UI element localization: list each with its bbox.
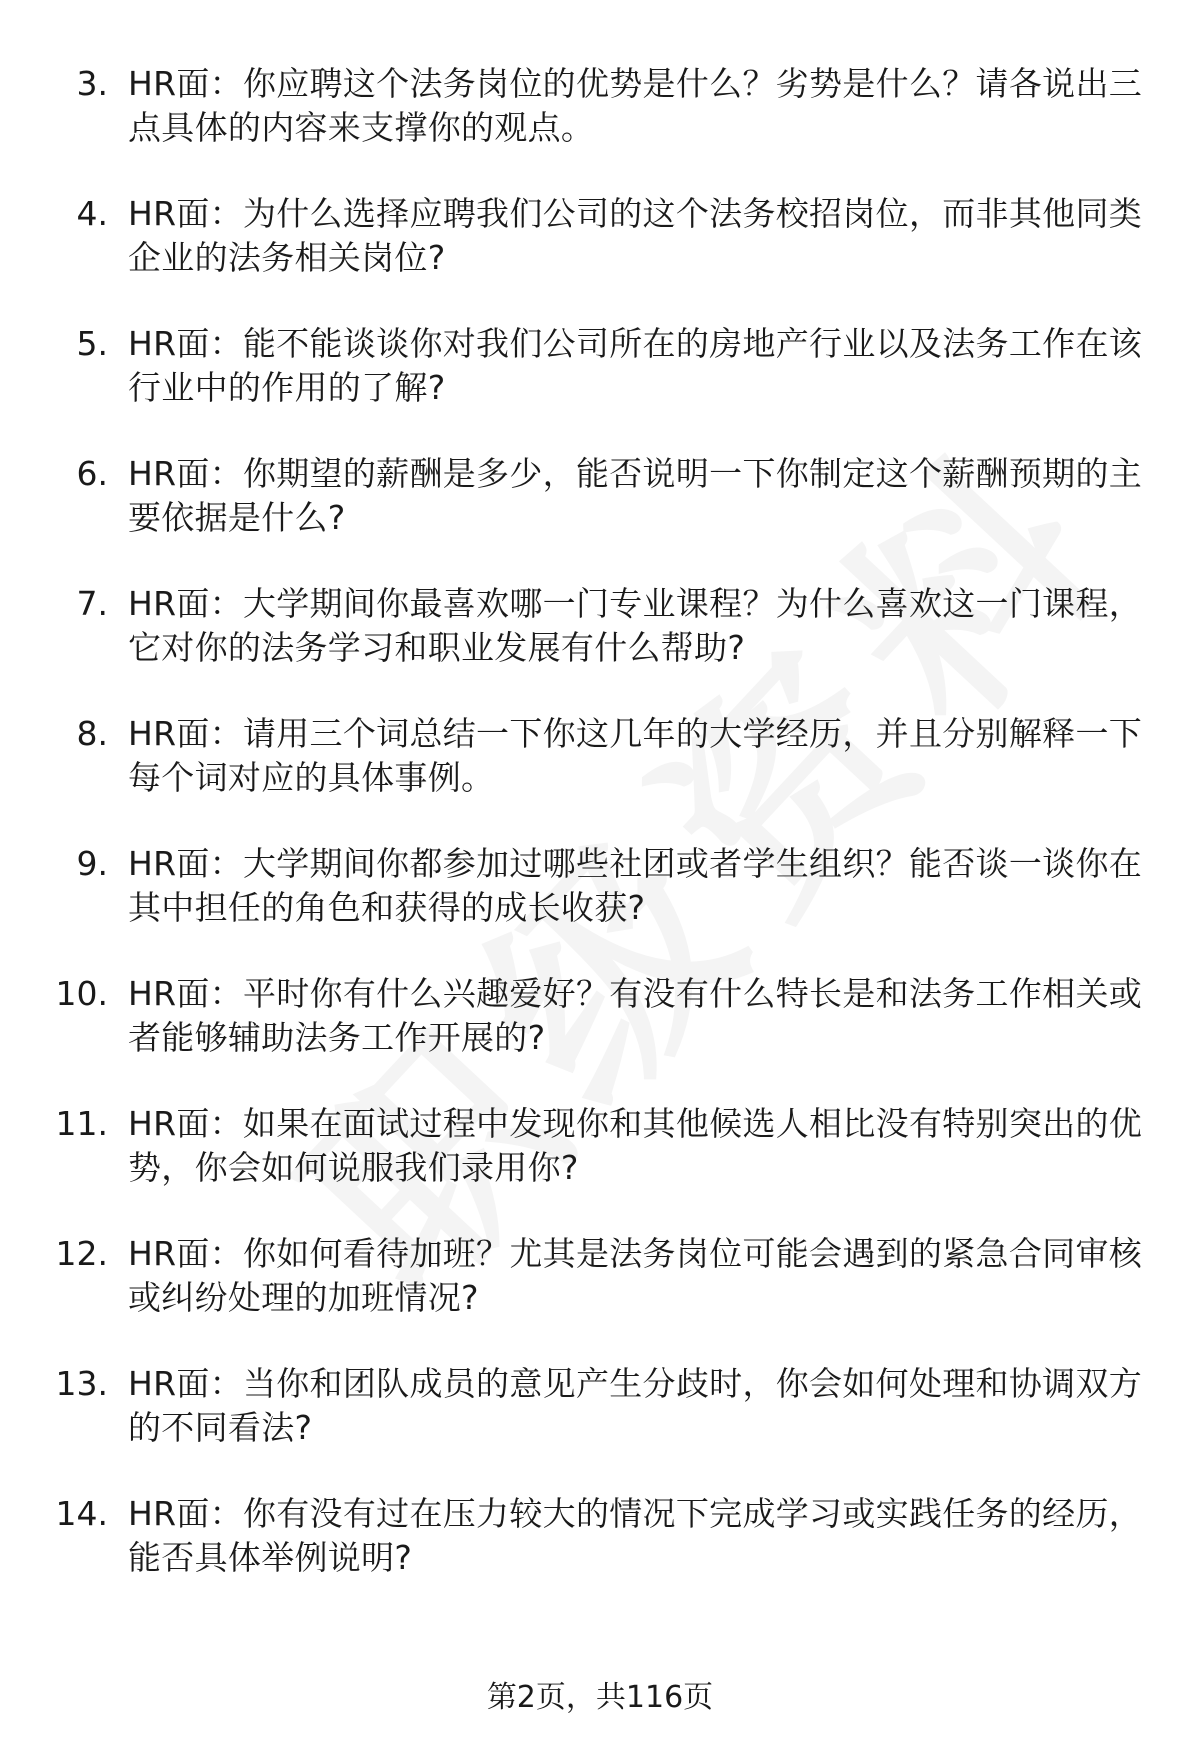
question-number: 5. [76,324,108,363]
question-text: HR面：请用三个词总结一下你这几年的大学经历，并且分别解释一下每个词对应的具体事例。 [128,714,1143,797]
question-text: HR面：大学期间你都参加过哪些社团或者学生组织？能否谈一谈你在其中担任的角色和获得的成长收获? [128,844,1143,927]
question-number: 4. [76,194,108,233]
question-item [0,972,1200,1102]
question-text: HR面：能不能谈谈你对我们公司所在的房地产行业以及法务工作在该行业中的作用的了解? [128,324,1143,407]
question-number: 13. [55,1364,108,1403]
question-item [0,322,1200,452]
question-number: 10. [55,974,108,1013]
question-number: 11. [55,1104,108,1143]
question-text: HR面：你如何看待加班？尤其是法务岗位可能会遇到的紧急合同审核或纠纷处理的加班情况? [128,1234,1143,1317]
page-footer: 第2页，共116页 [486,1680,714,1715]
question-number: 9. [76,844,108,883]
question-item [0,1232,1200,1362]
question-item [0,842,1200,972]
question-text: HR面：为什么选择应聘我们公司的这个法务校招岗位，而非其他同类企业的法务相关岗位? [128,194,1143,277]
question-item [0,1362,1200,1492]
question-text: HR面：平时你有什么兴趣爱好？有没有什么特长是和法务工作相关或者能够辅助法务工作开展的? [128,974,1143,1057]
question-number: 14. [55,1494,108,1533]
question-text: HR面：你有没有过在压力较大的情况下完成学习或实践任务的经历，能否具体举例说明? [128,1494,1143,1577]
question-item [0,62,1200,192]
question-item [0,452,1200,582]
question-item [0,192,1200,322]
question-item [0,582,1200,712]
question-text: HR面：你期望的薪酬是多少，能否说明一下你制定这个薪酬预期的主要依据是什么? [128,454,1143,537]
question-number: 3. [76,64,108,103]
question-number: 12. [55,1234,108,1273]
question-list [0,62,1200,1622]
question-item [0,712,1200,842]
question-item [0,1102,1200,1232]
question-number: 7. [76,584,108,623]
question-number: 6. [76,454,108,493]
question-text: HR面：大学期间你最喜欢哪一门专业课程？为什么喜欢这一门课程，它对你的法务学习和职业发展有什么帮助? [128,584,1143,667]
question-text: HR面：你应聘这个法务岗位的优势是什么？劣势是什么？请各说出三点具体的内容来支撑你的观点。 [128,64,1143,147]
question-number: 8. [76,714,108,753]
question-item [0,1492,1200,1622]
question-text: HR面：当你和团队成员的意见产生分歧时，你会如何处理和协调双方的不同看法? [128,1364,1143,1447]
question-text: HR面：如果在面试过程中发现你和其他候选人相比没有特别突出的优势，你会如何说服我们录用你? [128,1104,1143,1187]
